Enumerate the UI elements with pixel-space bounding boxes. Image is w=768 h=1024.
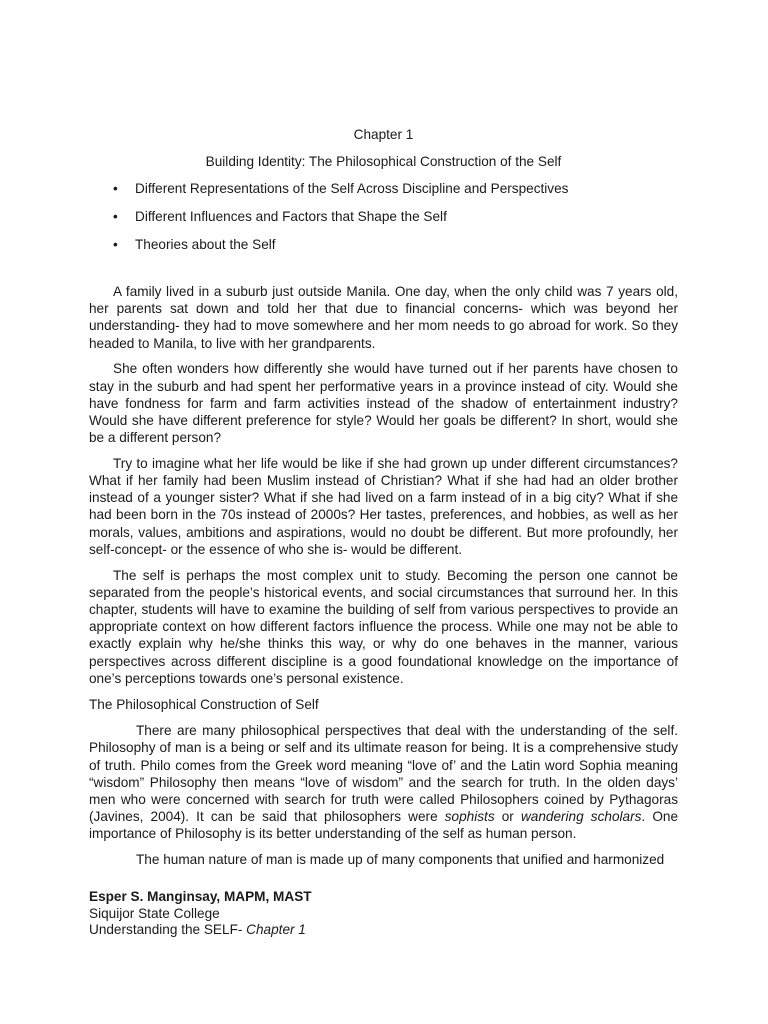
bullet-icon: • (113, 236, 118, 252)
topic-item (89, 208, 678, 225)
topic-text: Different Influences and Factors that Shape the Self (135, 209, 447, 225)
body-paragraph: A family lived in a suburb just outside Manila. One day, when the only child was 7 years old, her parents sat down and told her that due to financial concerns- which was beyond her understanding- they had to move somewhere and her mom needs to go abroad for work. So they headed to Manila, to live with her grandparents. (89, 284, 678, 351)
text-run: meaning “wisdom” Philosophy then means “love of wisdom” and the search for truth. In the olden days’ men who were concerned with search for truth were called Philosophers coined by Pythagoras (Javines, 2004). It can be said that philosophers were (89, 757, 679, 825)
bullet-icon: • (113, 181, 118, 197)
topic-list (89, 180, 678, 253)
term-sophists: sophists (444, 809, 495, 825)
page-footer (89, 889, 312, 939)
body-paragraph: Try to imagine what her life would be like if she had grown up under different circumstances? What if her family had been Muslim instead of Christian? What if she had had an older brother instead of a younger sister? What if she had lived on a farm instead of in a big city? What if she had been born in the 70s instead of 2000s? Her tastes, preferences, and hobbies, as well as her morals, values, ambitions and aspirations, would no doubt be different. But more profoundly, her self-concept- or the essence of who she is- would be different. (89, 455, 678, 557)
body-paragraph: The human nature of man is made up of many components that unified and harmonized (136, 852, 665, 868)
body-paragraph: She often wonders how differently she would have turned out if her parents have chosen to stay in the suburb and had spent her performative years in a province instead of city. Would she have fondness for farm and farm activities instead of the shadow of entertainment industry? Would she have different preference for style? Would her goals be different? In short, would she be a different person? (89, 361, 678, 446)
bullet-icon: • (113, 209, 118, 225)
topic-item (89, 180, 678, 197)
term-sophia: Sophia (578, 757, 622, 773)
footer-institution: Siquijor State College (89, 905, 220, 921)
body-paragraph: The self is perhaps the most complex unit to study. Becoming the person one cannot be separated from the people’s historical events, and social circumstances that surround her. In this chapter, students will have to examine the building of self from various perspectives to provide an appropriate context on how different factors influence the process. While one may not be able to exactly explain why he/she thinks this way, or why do one behaves in the manner, various perspectives across different discipline is a good foundational knowledge on the importance of one’s perceptions towards one’s personal existence. (89, 567, 678, 686)
term-wandering-scholars: wandering scholars (520, 809, 642, 825)
topic-text: Different Representations of the Self Across Discipline and Perspectives (135, 181, 569, 197)
footer-course-prefix: Understanding the SELF- (89, 922, 247, 937)
document-page (89, 126, 678, 877)
term-philo: Philo (140, 757, 171, 773)
footer-author: Esper S. Manginsay, MAPM, MAST (89, 889, 312, 904)
footer-course (89, 922, 312, 939)
section-heading: The Philosophical Construction of Self (89, 696, 319, 712)
topic-text: Theories about the Self (135, 236, 276, 252)
topic-item (89, 236, 678, 253)
text-run: . One importance of Philosophy is its better understanding of the self as human person. (89, 809, 679, 842)
chapter-label: Chapter 1 (353, 127, 414, 142)
text-run: or (494, 809, 521, 825)
text-run: comes from the Greek word meaning “love of’ and the Latin word (170, 757, 579, 773)
text-run: There are many philosophical perspectives that deal with the understanding of the self. Philosophy of man is a being or self and its ultimate reason for being. It is a comprehensive study of truth. (89, 723, 678, 773)
body-paragraph (89, 722, 678, 842)
chapter-title: Building Identity: The Philosophical Construction of the Self (205, 154, 562, 170)
footer-course-chapter: Chapter 1 (246, 922, 306, 937)
